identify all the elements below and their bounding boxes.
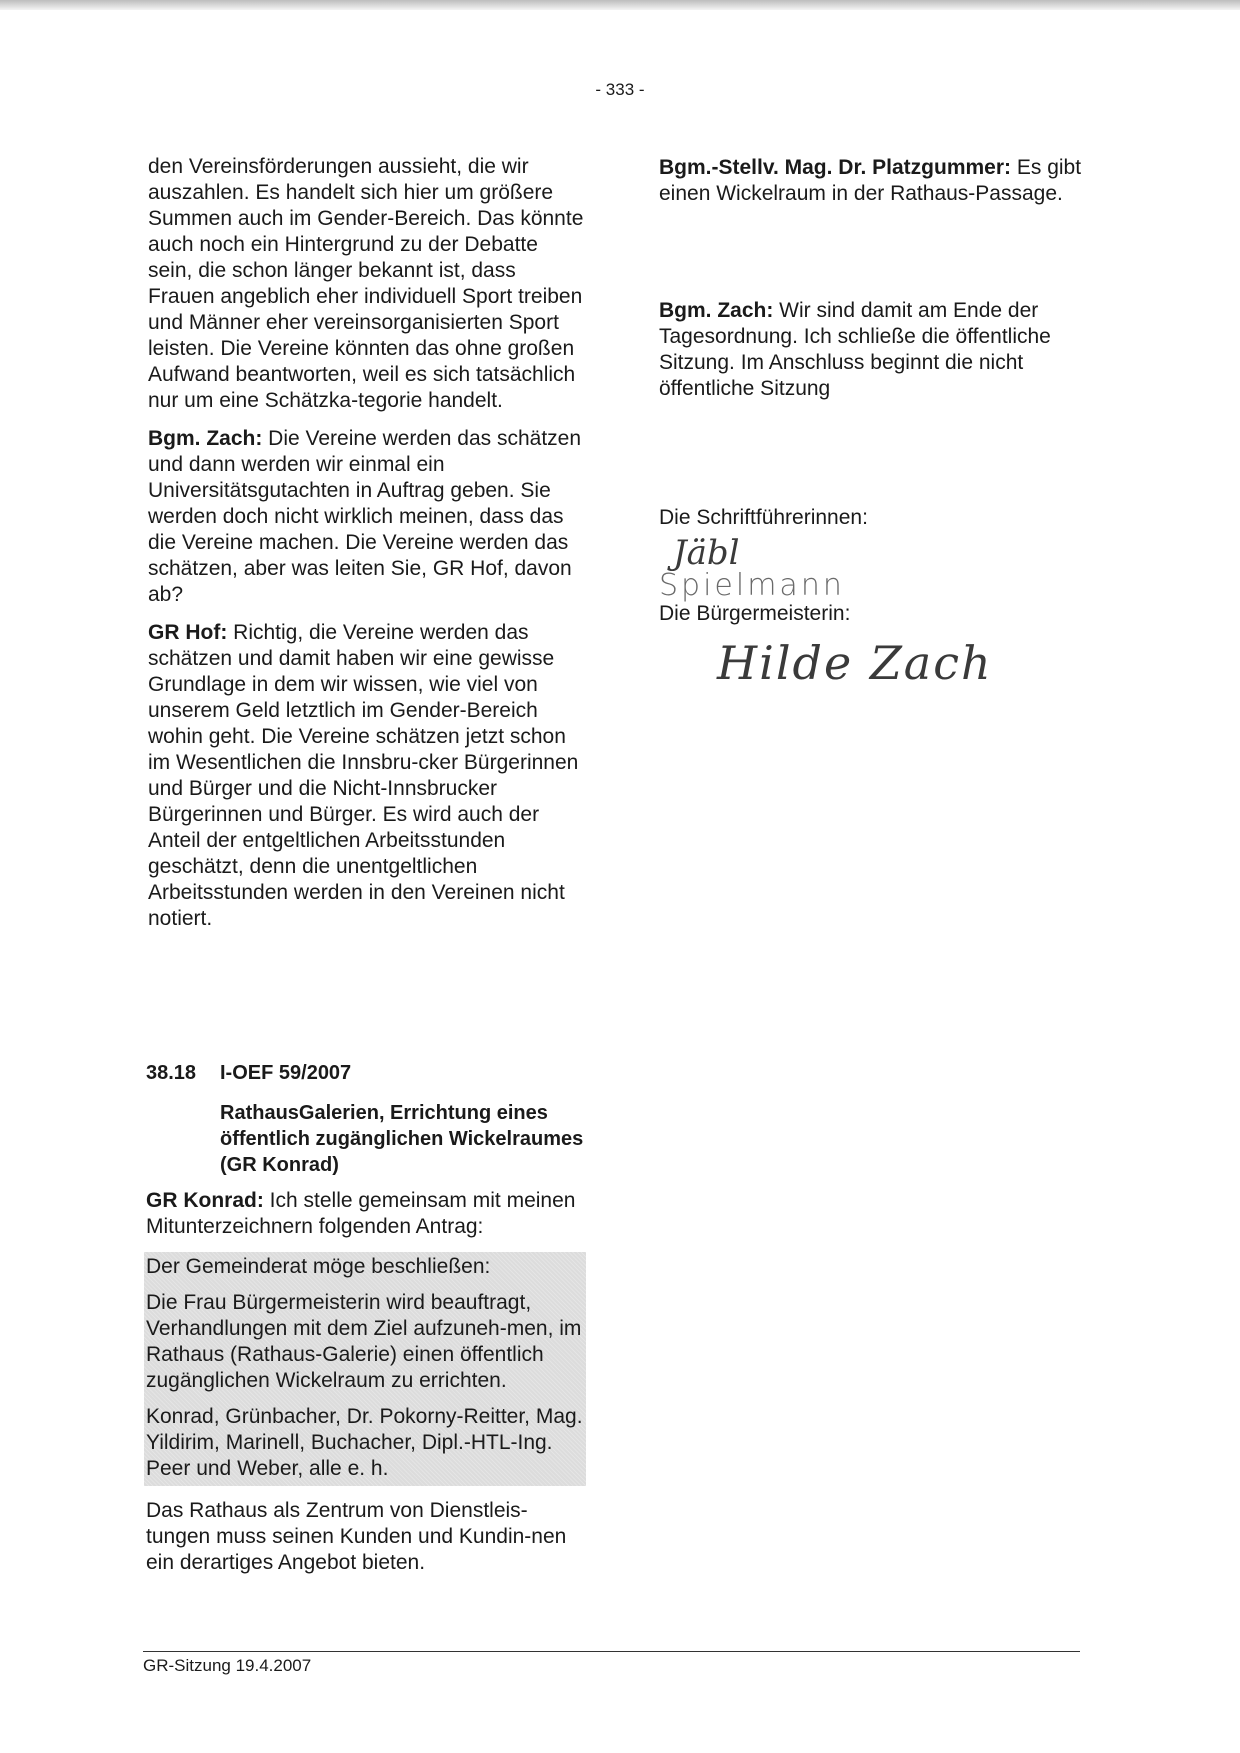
page-number: - 333 - xyxy=(595,80,645,99)
left-column xyxy=(148,154,588,944)
paragraph xyxy=(659,155,1109,207)
motion-text: Die Frau Bürgermeisterin wird beauftragt, Verhandlungen mit dem Ziel aufzuneh-men, im Rathaus (Rathaus-Galerie) einen öffentlich zugänglichen Wickelraum zu errichten. xyxy=(146,1291,582,1392)
spacer xyxy=(659,414,1109,505)
agenda-item xyxy=(146,1060,586,1588)
speaker-name: GR Hof: xyxy=(148,621,228,644)
agenda-item-reference: I-OEF 59/2007 xyxy=(220,1062,352,1084)
paragraph-text: Die Vereine werden das schätzen und dann werden wir einmal ein Universitätsgutachten in Auftrag geben. Sie werden doch nicht wirklich meinen, dass das die Vereine machen. Die Vereine werden das schätzen, aber was leiten Sie, GR Hof, davon ab? xyxy=(148,427,582,606)
footer: GR-Sitzung 19.4.2007 xyxy=(143,1656,312,1675)
speaker-name: Bgm. Zach: xyxy=(659,299,774,322)
mayor-label: Die Bürgermeisterin: xyxy=(659,602,851,625)
speaker-name: Bgm.-Stellv. Mag. Dr. Platzgummer: xyxy=(659,156,1012,179)
paragraph: den Vereinsförderungen aussieht, die wir auszahlen. Es handelt sich hier um größere Summen auch im Gender-Bereich. Das könnte auch noch ein Hintergrund zu der Debatte sein, die schon länger bekannt ist, dass Frauen angeblich eher individuell Sport treiben und Männer eher vereinsorganisierten Sport leisten. Die Vereine könnten das ohne großen Aufwand beantworten, weil es sich tatsächlich nur um eine Schätzka-tegorie handelt. xyxy=(148,155,584,412)
paragraph xyxy=(146,1188,586,1240)
agenda-item-heading xyxy=(146,1060,586,1086)
paragraph-text: Richtig, die Vereine werden das schätzen und damit haben wir eine gewisse Grundlage in dem wir wissen, wie viel von unserem Geld letztlich im Gender-Bereich wohin geht. Die Vereine schätzen jetzt schon im Wesentlichen die Innsbru-cker Bürgerinnen und Bürger und die Nicht-Innsbrucker Bürgerinnen und Bürger. Es wird auch der Anteil der entgeltlichen Arbeitsstunden geschätzt, denn die unentgeltlichen Arbeitsstunden werden in den Vereinen nicht notiert. xyxy=(148,621,579,930)
paragraph-text: Es gibt einen Wickelraum in der Rathaus-Passage. xyxy=(659,156,1082,205)
scan-edge xyxy=(0,0,1240,10)
paragraph xyxy=(148,620,588,932)
speaker-name: GR Konrad: xyxy=(146,1189,264,1212)
motion-box xyxy=(144,1252,586,1486)
motion-heading: Der Gemeinderat möge beschließen: xyxy=(146,1255,491,1278)
paragraph: Das Rathaus als Zentrum von Dienstleis-tungen muss seinen Kunden und Kundin-nen ein derartiges Angebot bieten. xyxy=(146,1499,567,1574)
paragraph-text: Ich stelle gemeinsam mit meinen Mitunterzeichnern folgenden Antrag: xyxy=(146,1189,576,1238)
agenda-item-number: 38.18 xyxy=(146,1062,197,1084)
signature-recorder-2: Spielmann xyxy=(659,568,845,603)
paragraph xyxy=(148,426,588,608)
motion-signatories: Konrad, Grünbacher, Dr. Pokorny-Reitter, Mag. Yildirim, Marinell, Buchacher, Dipl.-HTL-Ing. Peer und Weber, alle e. h. xyxy=(146,1405,583,1480)
signature-mayor: Hilde Zach xyxy=(717,636,993,690)
spacer xyxy=(659,219,1109,298)
right-column xyxy=(659,155,1109,693)
signature-recorder-1: Jäbl xyxy=(673,533,740,573)
paragraph-text: Wir sind damit am Ende der Tagesordnung. Ich schließe die öffentliche Sitzung. Im Anschluss beginnt die nicht öffentliche Sitzung xyxy=(659,299,1051,400)
speaker-name: Bgm. Zach: xyxy=(148,427,263,450)
agenda-item-title: RathausGalerien, Errichtung eines öffentlich zugänglichen Wickelraumes (GR Konrad) xyxy=(220,1102,584,1176)
paragraph xyxy=(659,298,1109,402)
recorders-label: Die Schriftführerinnen: xyxy=(659,506,868,529)
footer-divider xyxy=(143,1651,1080,1652)
